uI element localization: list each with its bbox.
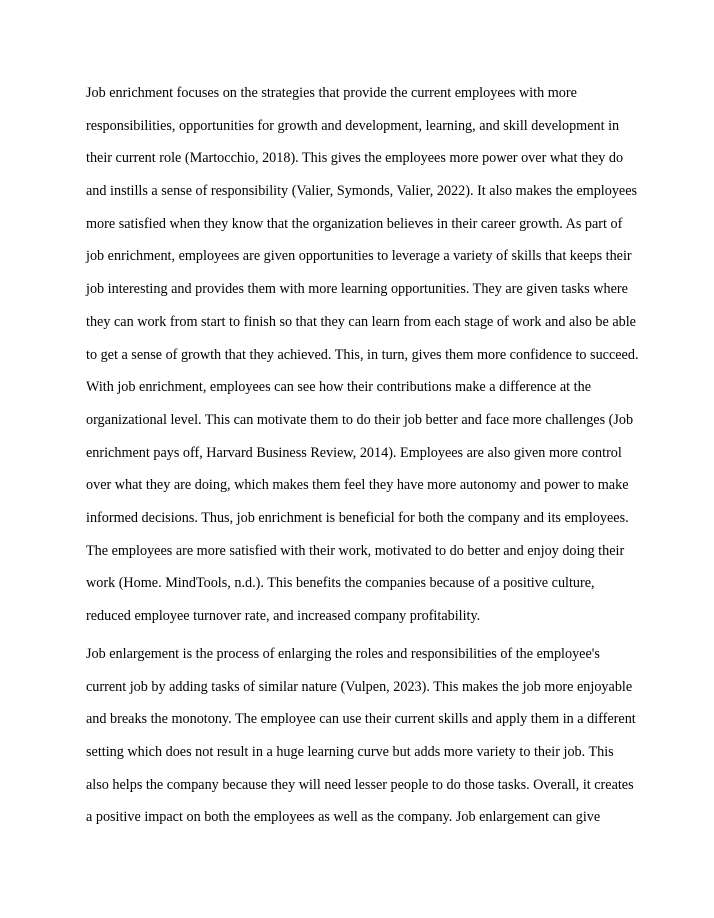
text-line: to get a sense of growth that they achieved. This, in turn, gives them more confidence to succeed. bbox=[86, 346, 639, 363]
text-line: their current role (Martocchio, 2018). This gives the employees more power over what they do bbox=[86, 150, 624, 167]
text-line: they can work from start to finish so that they can learn from each stage of work and also be able bbox=[86, 313, 636, 330]
text-line: a positive impact on both the employees as well as the company. Job enlargement can give bbox=[86, 809, 601, 826]
paragraph-job-enlargement bbox=[86, 644, 646, 840]
text-line: more satisfied when they know that the organization believes in their career growth. As part of bbox=[86, 215, 623, 232]
text-line: current job by adding tasks of similar nature (Vulpen, 2023). This makes the job more enjoyable bbox=[86, 678, 633, 695]
text-line: informed decisions. Thus, job enrichment is beneficial for both the company and its employees. bbox=[86, 509, 629, 526]
text-line: enrichment pays off, Harvard Business Review, 2014). Employees are also given more control bbox=[86, 444, 622, 461]
text-line: The employees are more satisfied with their work, motivated to do better and enjoy doing their bbox=[86, 542, 625, 559]
text-line: With job enrichment, employees can see how their contributions make a difference at the bbox=[86, 379, 592, 396]
text-line: also helps the company because they will need lesser people to do those tasks. Overall, it creates bbox=[86, 776, 634, 793]
text-line: Job enrichment focuses on the strategies that provide the current employees with more bbox=[86, 85, 577, 101]
text-line: responsibilities, opportunities for growth and development, learning, and skill development in bbox=[86, 117, 620, 134]
paragraph-job-enrichment bbox=[86, 83, 646, 639]
text-line: over what they are doing, which makes them feel they have more autonomy and power to make bbox=[86, 477, 629, 494]
text-line: and breaks the monotony. The employee can use their current skills and apply them in a different bbox=[86, 711, 636, 728]
text-line: reduced employee turnover rate, and increased company profitability. bbox=[86, 608, 481, 624]
text-line: and instills a sense of responsibility (Valier, Symonds, Valier, 2022). It also makes the employees bbox=[86, 183, 638, 200]
text-line: setting which does not result in a huge learning curve but adds more variety to their job. This bbox=[86, 744, 614, 761]
text-line: Job enlargement is the process of enlarging the roles and responsibilities of the employee's bbox=[86, 646, 600, 662]
text-line: organizational level. This can motivate them to do their job better and face more challenges (Job bbox=[86, 411, 634, 428]
text-line: job interesting and provides them with more learning opportunities. They are given tasks where bbox=[86, 281, 628, 298]
text-line: work (Home. MindTools, n.d.). This benefits the companies because of a positive culture, bbox=[86, 575, 595, 592]
text-line: job enrichment, employees are given opportunities to leverage a variety of skills that keeps their bbox=[86, 248, 632, 265]
